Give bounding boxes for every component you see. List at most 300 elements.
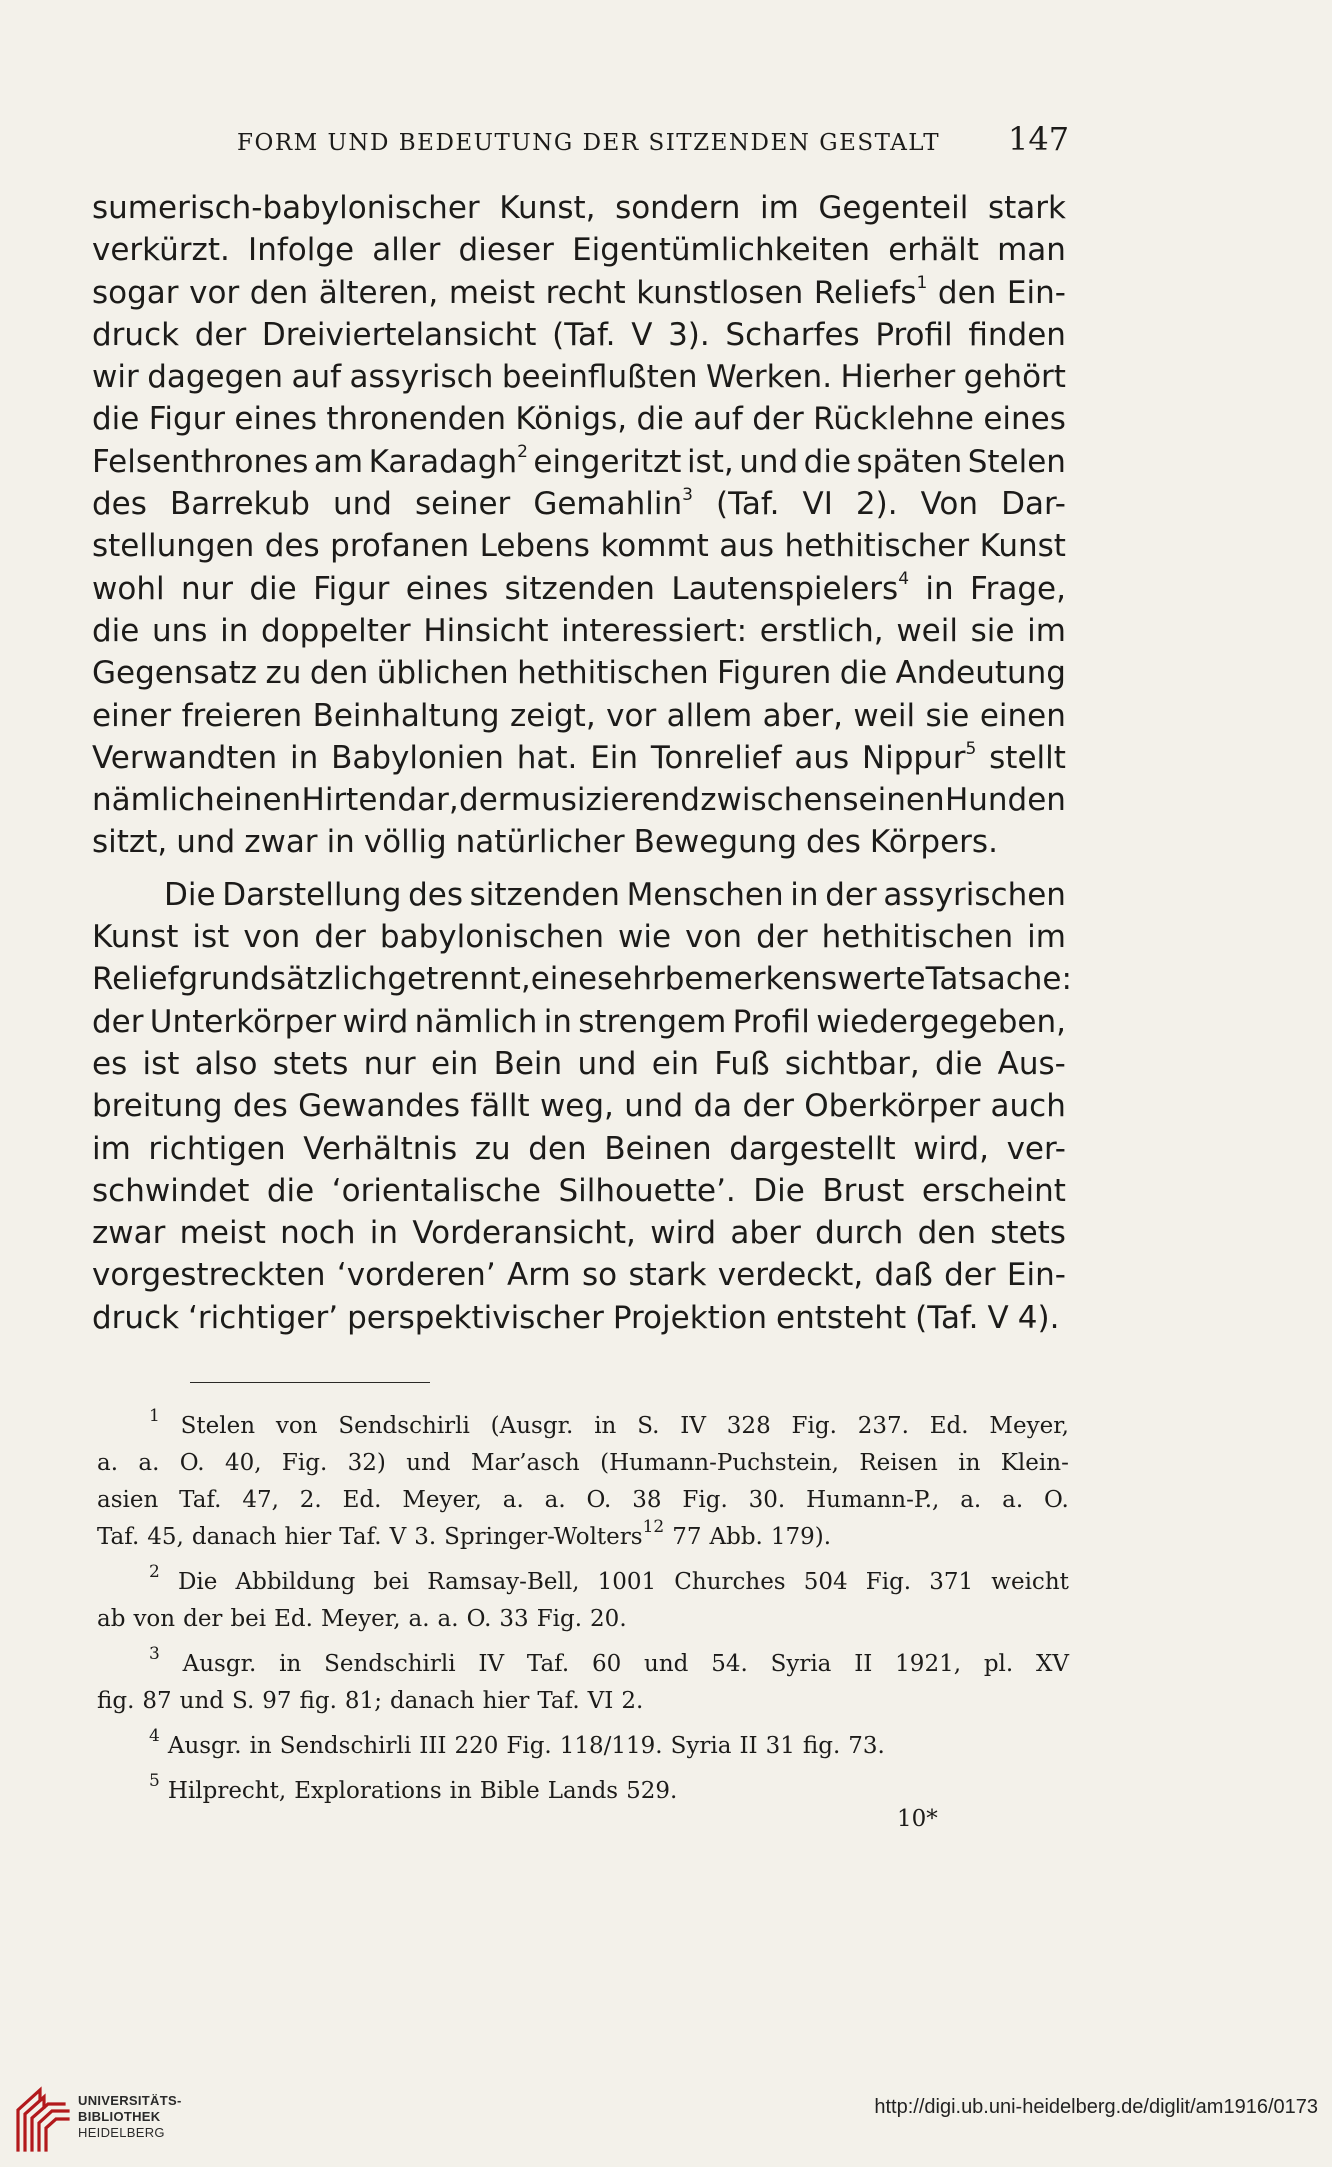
word: O. xyxy=(179,1450,205,1476)
word: Abbildung xyxy=(235,1569,356,1595)
word: danach xyxy=(191,1524,277,1550)
word: im xyxy=(760,190,799,226)
word: Ein- xyxy=(1006,1257,1066,1294)
word xyxy=(149,1564,160,1601)
word: fällt xyxy=(470,1088,530,1125)
word: Gegenteil xyxy=(818,190,969,226)
word: sitzenden xyxy=(469,876,620,913)
word: Von xyxy=(920,486,979,523)
word: Ein xyxy=(590,739,639,776)
word: meist xyxy=(448,274,536,311)
word: Taf. xyxy=(179,1487,222,1513)
word: Darstellung xyxy=(222,876,402,913)
word: 2. xyxy=(621,1688,644,1714)
signature-mark: 10* xyxy=(897,1806,938,1832)
word: Beinhaltung xyxy=(312,697,500,734)
footnote-line xyxy=(97,1519,1069,1556)
library-name-line: HEIDELBERG xyxy=(78,2125,165,2140)
word: dieser xyxy=(458,232,554,269)
footnote-gap xyxy=(97,1765,1069,1773)
footnote-line xyxy=(97,1445,1069,1482)
word: üblichen xyxy=(376,655,509,692)
word: dargestellt xyxy=(729,1130,896,1167)
word: auf xyxy=(693,401,743,438)
word: 371 xyxy=(929,1569,974,1595)
word: recht xyxy=(545,274,626,311)
word: Kunst xyxy=(92,919,179,956)
word: weil xyxy=(853,697,916,734)
word: dar, xyxy=(397,782,459,819)
word: assyrisch xyxy=(349,359,494,396)
library-name xyxy=(78,2093,182,2141)
word: stellt xyxy=(989,739,1066,776)
word: Churches xyxy=(674,1569,786,1595)
word: der xyxy=(944,1257,996,1294)
word: Andeutung xyxy=(895,655,1066,692)
word: bei xyxy=(373,1569,410,1595)
paragraph-gap xyxy=(92,864,1066,874)
word: S. xyxy=(232,1688,255,1714)
word: stets xyxy=(272,1045,349,1082)
word: in xyxy=(326,824,355,861)
word: Eigentümlichkeiten xyxy=(572,232,871,269)
word: S. xyxy=(637,1413,660,1439)
word: Lautenspielers$^4$ xyxy=(671,569,910,607)
word: von xyxy=(275,1413,318,1439)
word: zwar xyxy=(244,824,318,861)
word: verdeckt, xyxy=(717,1257,864,1294)
word: eines xyxy=(234,401,317,438)
word: der xyxy=(752,401,804,438)
footnote-ref: 2 xyxy=(517,442,528,463)
word: a. xyxy=(502,1487,524,1513)
word: doppelter xyxy=(261,612,411,649)
word: Brust xyxy=(822,1172,905,1209)
word: 118/119. xyxy=(559,1733,663,1759)
word: Oberkörper xyxy=(804,1088,981,1125)
word: Fig. xyxy=(536,1606,583,1632)
word: bemerkenswerte xyxy=(664,961,926,998)
word: der xyxy=(314,919,366,956)
word: hier xyxy=(482,1688,530,1714)
word: Barrekub xyxy=(169,486,310,523)
word: a. xyxy=(960,1487,982,1513)
word: weicht xyxy=(991,1569,1069,1595)
word: a. xyxy=(437,1606,459,1632)
word: 77 xyxy=(672,1524,702,1550)
word: Sendschirli xyxy=(324,1651,456,1677)
word: Die xyxy=(753,1172,805,1209)
word: Nippur$^5$ xyxy=(861,738,977,776)
word: 2. xyxy=(299,1487,322,1513)
word: Meyer, xyxy=(402,1487,482,1513)
text-line xyxy=(92,441,1066,483)
word: aus xyxy=(719,528,775,565)
word: Gewandes xyxy=(298,1088,461,1125)
word: Menschen xyxy=(626,876,784,913)
footnote-line xyxy=(97,1564,1069,1601)
word: Ausgr. xyxy=(182,1651,257,1677)
word: einen xyxy=(979,697,1066,734)
word: einer xyxy=(92,697,172,734)
word: der xyxy=(825,876,877,913)
footnote-ref: 5 xyxy=(149,1771,160,1792)
word: Vorderansicht, xyxy=(412,1215,636,1252)
word: einen xyxy=(215,782,302,819)
word: XV xyxy=(1036,1651,1069,1677)
word: des xyxy=(264,528,320,565)
word: Felsenthrones xyxy=(92,443,309,480)
word: grundsätzlich xyxy=(178,961,388,998)
word: die xyxy=(92,612,140,649)
word: des xyxy=(232,1088,288,1125)
word: pl. xyxy=(983,1651,1014,1677)
word: ver- xyxy=(1006,1130,1066,1167)
word: a. xyxy=(408,1606,430,1632)
word: hethitischen xyxy=(517,655,709,692)
word: asien xyxy=(97,1487,159,1513)
word: Abb. xyxy=(709,1524,763,1550)
word: 97 xyxy=(262,1688,292,1714)
word: der xyxy=(92,1003,144,1040)
word: auch xyxy=(990,1088,1066,1125)
word: hier xyxy=(284,1524,332,1550)
word: nämlich xyxy=(92,782,215,819)
footnote-ref: 3 xyxy=(149,1644,160,1665)
text-line xyxy=(92,525,1066,567)
word: sitzt, xyxy=(92,824,168,861)
word: druck xyxy=(92,1299,180,1336)
word: ‘vorderen’ xyxy=(336,1257,496,1294)
word: und xyxy=(577,1045,637,1082)
text-line xyxy=(92,821,1066,863)
text-line xyxy=(92,695,1066,737)
word: sondern xyxy=(615,190,741,226)
word: der xyxy=(183,1606,223,1632)
word: es xyxy=(92,1045,128,1082)
library-logo-icon xyxy=(12,2080,74,2154)
word: man xyxy=(997,232,1066,269)
word: wohl xyxy=(92,570,165,607)
word: und xyxy=(624,1088,684,1125)
text-line xyxy=(92,1254,1066,1296)
word: und xyxy=(176,824,236,861)
word: Fuß xyxy=(714,1045,770,1082)
word: IV xyxy=(680,1413,706,1439)
word: thronenden xyxy=(326,401,506,438)
word: Rücklehne xyxy=(813,401,974,438)
text-line xyxy=(92,1043,1066,1085)
word: getrennt, xyxy=(387,961,531,998)
word: 45, xyxy=(147,1524,184,1550)
word: freieren xyxy=(181,697,303,734)
word: zwar xyxy=(92,1215,166,1252)
footnote-gap xyxy=(97,1638,1069,1646)
word: Meyer, xyxy=(989,1413,1069,1439)
word: 4). xyxy=(1017,1299,1060,1336)
word: 38 xyxy=(632,1487,662,1513)
word: assyrischen xyxy=(883,876,1066,913)
text-line xyxy=(92,1085,1066,1127)
word: (Ausgr. xyxy=(490,1413,574,1439)
word: Hinsicht xyxy=(423,612,549,649)
word: profanen xyxy=(330,528,470,565)
word: in xyxy=(925,570,954,607)
word: Bein xyxy=(493,1045,563,1082)
word: ‘orientalische xyxy=(331,1172,541,1209)
word: ist xyxy=(142,1045,180,1082)
source-url-link[interactable]: http://digi.ub.uni-heidelberg.de/diglit/am1916/0173 xyxy=(874,2096,1318,2118)
word: der xyxy=(459,782,511,819)
word: (Taf. xyxy=(915,1299,979,1336)
word: 33 xyxy=(499,1606,529,1632)
word: eine xyxy=(530,961,598,998)
word: ist xyxy=(192,919,230,956)
word: den xyxy=(917,1215,976,1252)
word: so xyxy=(581,1257,618,1294)
word: 54. xyxy=(711,1651,748,1677)
word: meist xyxy=(179,1215,266,1252)
word: aus xyxy=(794,739,850,776)
word: ab xyxy=(97,1606,126,1632)
footnote-line xyxy=(97,1728,1069,1765)
word: Ramsay-Bell, xyxy=(427,1569,580,1595)
text-line xyxy=(92,779,1066,821)
word: des xyxy=(408,876,463,913)
word: Lands xyxy=(547,1778,619,1804)
word: zu xyxy=(265,655,302,692)
word: 73. xyxy=(848,1733,885,1759)
text-line xyxy=(92,314,1066,356)
word: V xyxy=(987,1299,1009,1336)
word: strengem xyxy=(578,1003,727,1040)
word: 237. xyxy=(857,1413,909,1439)
word: (Taf. xyxy=(552,316,616,353)
word: Fig. xyxy=(682,1487,728,1513)
word: Königs, xyxy=(515,401,628,438)
word: II xyxy=(739,1733,758,1759)
text-line xyxy=(92,272,1066,314)
word: Tonrelief xyxy=(650,739,782,776)
word: Sendschirli xyxy=(279,1733,412,1759)
word: aller xyxy=(372,232,441,269)
word: in xyxy=(220,612,249,649)
word: 20. xyxy=(590,1606,627,1632)
word: und xyxy=(406,1450,451,1476)
word: sogar xyxy=(92,274,179,311)
word: a. xyxy=(138,1450,160,1476)
word: babylonischen xyxy=(379,919,605,956)
footnote-line xyxy=(97,1773,1069,1810)
word: aber, xyxy=(762,697,843,734)
word: O. xyxy=(466,1606,492,1632)
word: sitzenden xyxy=(504,570,655,607)
word: uns xyxy=(152,612,208,649)
word: allem xyxy=(666,697,753,734)
word: Scharfes xyxy=(725,316,860,353)
word: beeinflußten xyxy=(501,359,698,396)
word xyxy=(149,1773,160,1810)
word: wird, xyxy=(913,1130,989,1167)
word: die xyxy=(636,401,684,438)
word: sie xyxy=(925,697,970,734)
word: Taf. xyxy=(97,1524,140,1550)
word: Hierher xyxy=(840,359,956,396)
footnote-gap xyxy=(97,1556,1069,1564)
word: 1921, xyxy=(895,1651,962,1677)
word: Bewegung xyxy=(633,824,798,861)
word: 529. xyxy=(626,1778,678,1804)
word: Dar- xyxy=(1001,486,1066,523)
word xyxy=(149,1728,160,1765)
word: nur xyxy=(180,570,233,607)
word: in xyxy=(543,1003,572,1040)
word: Syria xyxy=(770,1651,832,1677)
word: Verhältnis xyxy=(303,1130,458,1167)
word: Meyer, xyxy=(320,1606,401,1632)
word: Beinen xyxy=(604,1130,712,1167)
footnote-ref: 1 xyxy=(149,1406,160,1427)
word: Reisen xyxy=(859,1450,938,1476)
word: Figuren xyxy=(717,655,832,692)
word: III xyxy=(419,1733,447,1759)
footnote-ref: 4 xyxy=(149,1726,160,1747)
word: durch xyxy=(815,1215,904,1252)
word: der xyxy=(194,316,247,353)
word: Figur xyxy=(148,401,226,438)
word: a. xyxy=(544,1487,566,1513)
text-line xyxy=(92,958,1072,1000)
word: kunstlosen xyxy=(636,274,804,311)
word: auf xyxy=(291,359,342,396)
word: entsteht xyxy=(776,1299,907,1336)
word: VI xyxy=(802,486,833,523)
word: a. xyxy=(97,1450,119,1476)
word: Tatsache: xyxy=(925,961,1072,998)
word: finden xyxy=(968,316,1066,353)
word: zwischen xyxy=(700,782,843,819)
word: und xyxy=(644,1651,689,1677)
word: im xyxy=(1027,612,1066,649)
word: 1001 xyxy=(597,1569,657,1595)
word: zeigt, xyxy=(510,697,596,734)
word: der xyxy=(756,919,808,956)
word: Fig. xyxy=(791,1413,837,1439)
text-line xyxy=(92,229,1066,271)
word: hethitischer xyxy=(784,528,970,565)
word: stets xyxy=(990,1215,1066,1252)
word: Ed. xyxy=(929,1413,969,1439)
word: Karadagh$^2$ xyxy=(368,442,528,480)
word: (Humann-Puchstein, xyxy=(600,1450,839,1476)
word: nämlich xyxy=(414,1003,538,1040)
word: den xyxy=(937,274,997,311)
footnote-ref: 2 xyxy=(149,1562,160,1583)
word: vor xyxy=(189,274,240,311)
word: Hirten xyxy=(301,782,398,819)
word: Springer-Wolters$^{12}$ xyxy=(444,1517,665,1550)
word: Die xyxy=(164,876,216,913)
word: Klein- xyxy=(1000,1450,1069,1476)
word: in xyxy=(249,1733,272,1759)
word: die xyxy=(266,1172,315,1209)
footnote-gap xyxy=(97,1720,1069,1728)
word: sehr xyxy=(597,961,665,998)
footnote-ref: 4 xyxy=(898,569,910,590)
word: wir xyxy=(92,359,139,396)
word: in xyxy=(449,1778,472,1804)
word: Ed. xyxy=(274,1606,313,1632)
word: da xyxy=(693,1088,733,1125)
word: Hunden xyxy=(944,782,1066,819)
footnote-line xyxy=(97,1482,1069,1519)
word: des xyxy=(806,824,861,861)
word: 179). xyxy=(770,1524,832,1550)
word: Babylonien xyxy=(331,739,504,776)
word: aber xyxy=(730,1215,801,1252)
word: Werken. xyxy=(705,359,833,396)
word: perspektivischer xyxy=(347,1299,604,1336)
text-line xyxy=(92,1297,1066,1339)
word: eines xyxy=(405,570,489,607)
word: 30. xyxy=(748,1487,786,1513)
word: stark xyxy=(628,1257,707,1294)
word: gehört xyxy=(963,359,1066,396)
word: erstlich, xyxy=(759,612,884,649)
word: in xyxy=(958,1450,981,1476)
text-line xyxy=(92,737,1066,779)
word: Hilprecht, xyxy=(167,1778,287,1804)
word: Mar’asch xyxy=(470,1450,580,1476)
word: des xyxy=(92,486,147,523)
word: Taf. xyxy=(526,1651,570,1677)
body-text xyxy=(92,187,1072,1339)
word: am xyxy=(313,443,364,480)
word: weil xyxy=(896,612,958,649)
word: der xyxy=(742,1088,794,1125)
word: ‘richtiger’ xyxy=(188,1299,339,1336)
word: Fig. xyxy=(865,1569,912,1595)
text-line xyxy=(92,398,1066,440)
word: 32) xyxy=(347,1450,386,1476)
word: a. xyxy=(1002,1487,1024,1513)
word xyxy=(149,1646,160,1683)
word: 87 xyxy=(142,1688,172,1714)
word: Humann-P., xyxy=(806,1487,940,1513)
text-line xyxy=(92,483,1066,525)
word: richtigen xyxy=(148,1130,286,1167)
word: Körpers. xyxy=(869,824,998,861)
word: im xyxy=(92,1130,131,1167)
word: von xyxy=(243,919,301,956)
footnote-line xyxy=(97,1683,1069,1720)
word: II xyxy=(854,1651,873,1677)
word: Infolge xyxy=(248,232,355,269)
word: Ed. xyxy=(342,1487,382,1513)
word: den xyxy=(309,655,369,692)
word: bei xyxy=(230,1606,267,1632)
text-line xyxy=(92,1170,1066,1212)
word: 60 xyxy=(591,1651,622,1677)
word: Taf. xyxy=(339,1524,382,1550)
footnote-ref: 1 xyxy=(916,273,928,294)
word: erhält xyxy=(888,232,979,269)
word: die xyxy=(803,443,852,480)
word: in xyxy=(594,1413,617,1439)
text-line xyxy=(92,356,1066,398)
word: wiedergegeben, xyxy=(816,1003,1066,1040)
word: musizierend xyxy=(510,782,700,819)
